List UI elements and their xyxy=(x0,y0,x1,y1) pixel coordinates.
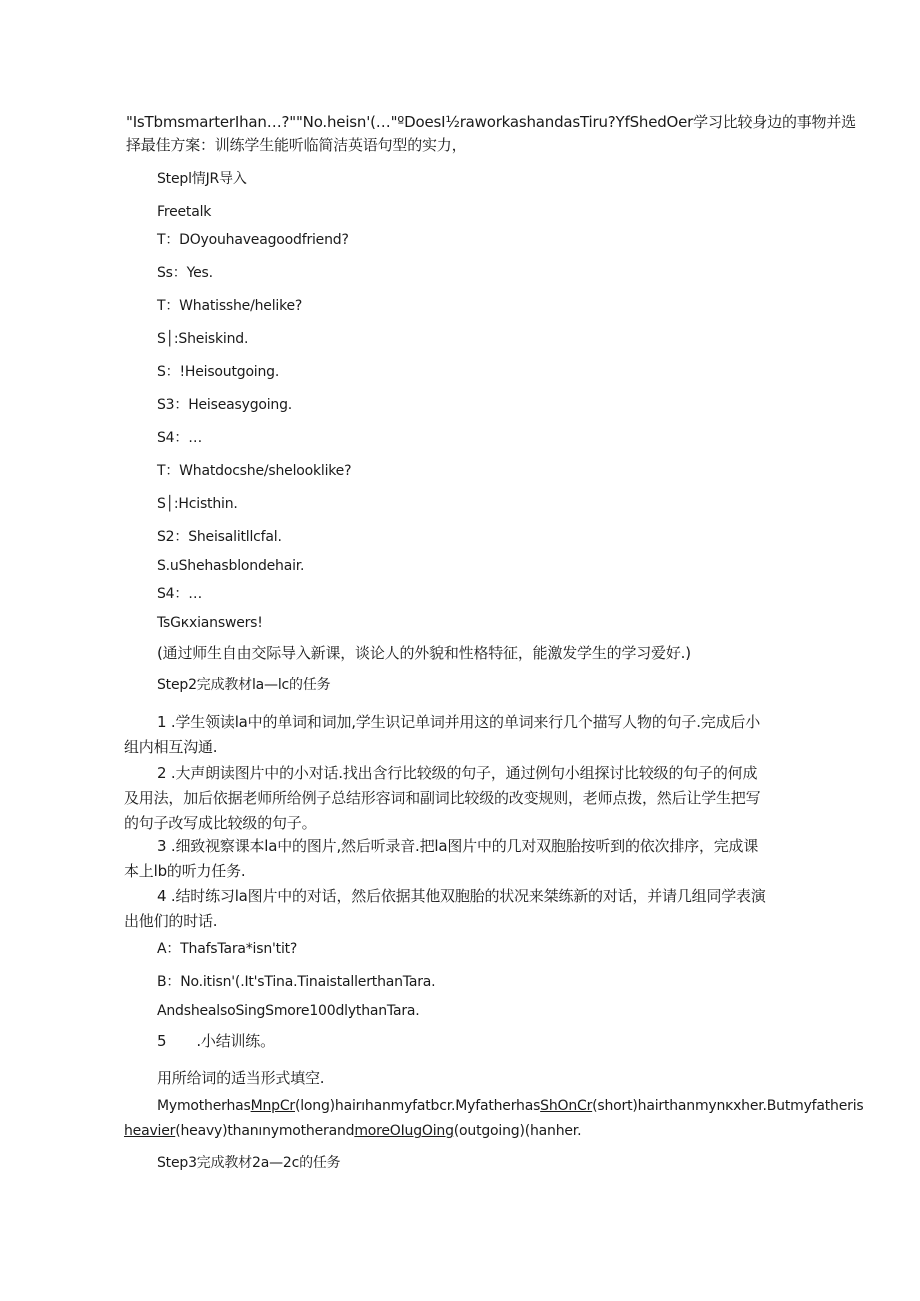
answer-blank: heavier xyxy=(124,1123,176,1139)
list-item-1-cont: 组内相互沟通. xyxy=(124,738,218,756)
list-item-4: 4 .结时练习la图片中的对话，然后依据其他双胞胎的状况来桀练新的对话，并请几组同学表演 xyxy=(157,887,766,905)
dialogue-line: TsGкxianswers! xyxy=(157,615,263,631)
list-item-3: 3 .细致视察课本la中的图片,然后听录音.把la图片中的几对双胞胎按听到的依次排序，完成课 xyxy=(157,837,759,855)
item-number: 1 xyxy=(157,713,167,731)
dialogue-line: Ss：Yes. xyxy=(157,265,213,281)
list-item-5: 5 .小结训练。 xyxy=(157,1032,275,1050)
freetalk-label: Freetalk xyxy=(157,204,212,220)
answer-blank: moreOIugOing xyxy=(354,1123,454,1139)
item-number: 3 xyxy=(157,837,167,855)
step1-heading: Stepl情JR导入 xyxy=(157,171,247,187)
dialogue-line: S│:Hcisthin. xyxy=(157,496,238,512)
dialogue-line: B：No.itisn'(.It'sTina.TinaistallerthanTara. xyxy=(157,974,436,990)
answer-blank: ShOnCr xyxy=(540,1098,593,1114)
list-item-3-cont: 本上lb的听力任务. xyxy=(124,862,246,880)
dialogue-line: S：!Heisoutgoing. xyxy=(157,364,280,380)
list-item-2-cont: 的句子改写成比较级的句子。 xyxy=(124,814,317,832)
dialogue-line: S.uShehasblondehair. xyxy=(157,558,305,574)
dialogue-line: S4：… xyxy=(157,586,202,602)
item-number: 2 xyxy=(157,764,167,782)
step2-heading: Step2完成教材la—lc的任务 xyxy=(157,677,331,693)
item-number: 5 xyxy=(157,1032,167,1050)
dialogue-line: S4：… xyxy=(157,430,202,446)
list-item-2-cont: 及用法，加后依据老师所给例子总结形容词和副词比较级的改变规则，老师点拨，然后让学生把写 xyxy=(124,789,761,807)
dialogue-line: T：DOyouhaveagoodfriend? xyxy=(157,232,349,248)
step3-heading: Step3完成教材2a—2c的任务 xyxy=(157,1155,341,1171)
list-item-4-cont: 出他们的时话. xyxy=(124,912,218,930)
dialogue-line: T：Whatisshe/helike? xyxy=(157,298,303,314)
exercise-line-1: MymotherhasMnpCr(long)hairıhanmyfatbcr.MyfatherhasShOnCr(short)hairthanmynĸxher.Butmyfatheris xyxy=(157,1098,864,1114)
item-number: 4 xyxy=(157,887,167,905)
exercise-line-2: heavier(heavy)thanınymotherandmoreOIugOing(outgoing)(hanher. xyxy=(124,1123,582,1139)
exercise-title: 用所给词的适当形式填空. xyxy=(157,1069,325,1087)
dialogue-line: A：ThafsTara*isn'tit? xyxy=(157,941,298,957)
dialogue-line: S2：Sheisalitllcfal. xyxy=(157,529,282,545)
list-item-1: 1 .学生领读la中的单词和词加,学生识记单词并用这的单词来行几个描写人物的句子.完成后小 xyxy=(157,713,760,731)
dialogue-line: AndshealsoSingSmore100dlythanTara. xyxy=(157,1003,420,1019)
list-item-2: 2 .大声朗读图片中的小对话.找出含行比较级的句子，通过例句小组探讨比较级的句子的何成 xyxy=(157,764,758,782)
dialogue-line: S3：Heiseasygoing. xyxy=(157,397,293,413)
dialogue-line: S│:Sheiskind. xyxy=(157,331,249,347)
dialogue-line: T：Whatdocshe/shelooklike? xyxy=(157,463,352,479)
step1-note: (通过师生自由交际导入新课，谈论人的外貌和性格特征，能激发学生的学习爱好.) xyxy=(157,644,691,662)
answer-blank: MnpCr xyxy=(250,1098,295,1114)
intro-line-2: 择最佳方案：训练学生能听临简洁英语句型的实力， xyxy=(126,136,467,154)
intro-line-1: "IsTbmsmarterIhan…?""No.heisn'(…"ºDoesI½raworkashandasTiru?YfShedOer学习比较身边的事物并选 xyxy=(126,113,856,131)
